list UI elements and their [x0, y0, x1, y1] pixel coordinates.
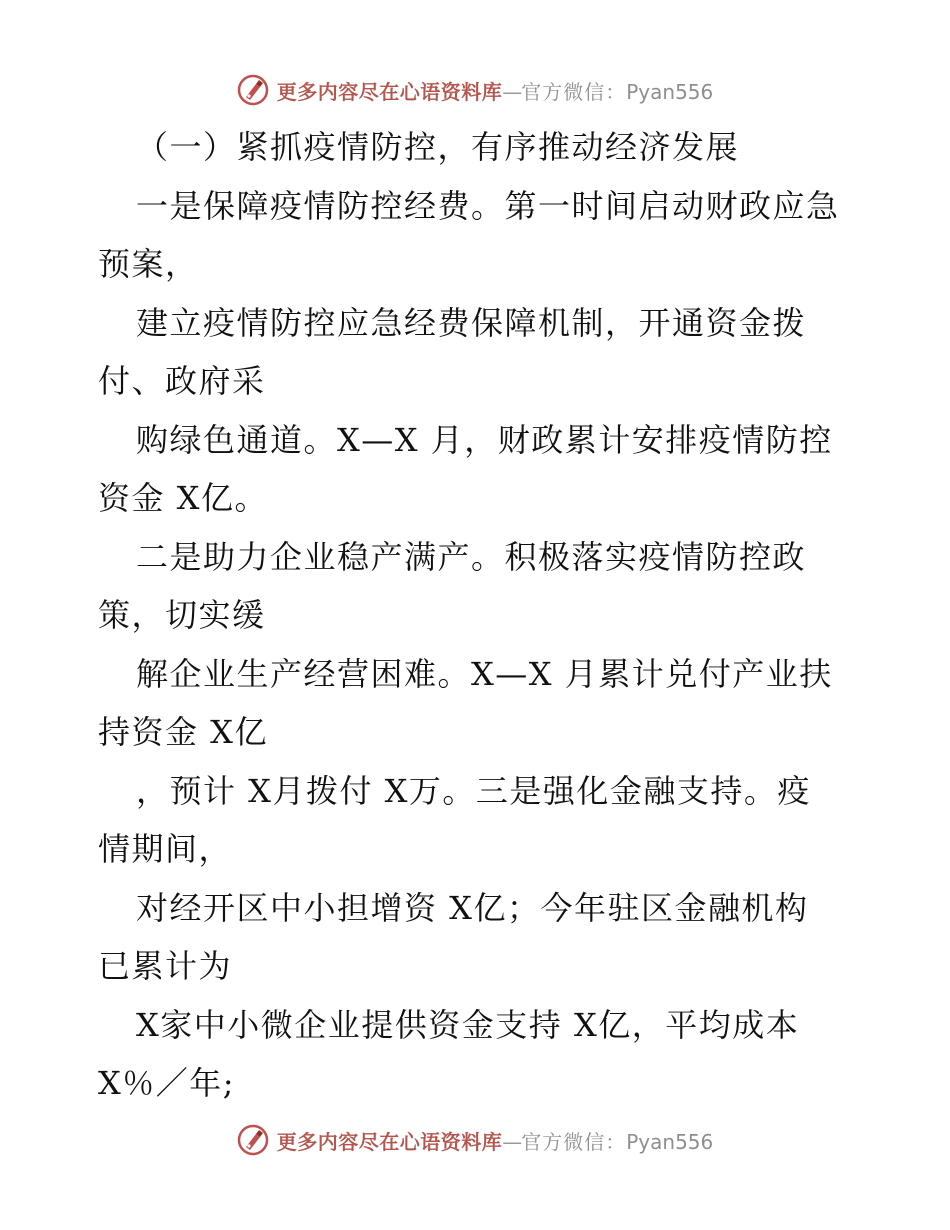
paragraph-line: ，预计 X月拨付 X万。三是强化金融支持。疫 [136, 771, 811, 810]
paragraph-line: 策，切实缓 [98, 596, 266, 634]
watermark-wechat-label: 官方微信： [521, 1129, 627, 1154]
watermark-site-name: 更多内容尽在心语资料库 [276, 79, 503, 104]
document-body [98, 118, 868, 1113]
paragraph-line: 资金 X亿。 [98, 479, 268, 517]
watermark-wechat-label: 官方微信： [521, 79, 627, 104]
paragraph-line: 付、政府采 [98, 362, 266, 400]
watermark-separator: — [502, 1129, 522, 1154]
paragraph-line: 已累计为 [98, 947, 233, 985]
watermark-separator: — [502, 79, 522, 104]
paragraph-line: 预案， [98, 245, 199, 283]
fountain-pen-seal-icon [237, 74, 269, 106]
header-watermark-banner [0, 70, 950, 110]
watermark-wechat-id: Pyan556 [626, 79, 714, 104]
paragraph-line: 情期间， [98, 830, 233, 868]
paragraph-line: 二是助力企业稳产满产。积极落实疫情防控政 [136, 537, 807, 576]
footer-watermark-text [277, 1126, 714, 1155]
fountain-pen-seal-icon [237, 1124, 269, 1156]
paragraph-line: 解企业生产经营困难。X—X 月累计兑付产业扶 [136, 654, 833, 693]
paragraph-line: X％／年; [98, 1064, 236, 1102]
watermark-wechat-id: Pyan556 [626, 1129, 714, 1154]
paragraph-line: 持资金 X亿 [98, 713, 268, 751]
paragraph-line: 购绿色通道。X—X 月，财政累计安排疫情防控 [136, 420, 833, 459]
watermark-site-name: 更多内容尽在心语资料库 [276, 1129, 503, 1154]
paragraph-line: 对经开区中小担增资 X亿；今年驻区金融机构 [136, 888, 809, 927]
paragraph-line: 建立疫情防控应急经费保障机制，开通资金拨 [136, 303, 807, 342]
paragraph-line: X家中小微企业提供资金支持 X亿，平均成本 [136, 1005, 800, 1044]
footer-watermark-banner [0, 1120, 950, 1160]
paragraph-line: 一是保障疫情防控经费。第一时间启动财政应急 [136, 186, 840, 225]
section-heading: （一）紧抓疫情防控，有序推动经济发展 [136, 128, 740, 166]
header-watermark-text [277, 76, 714, 105]
